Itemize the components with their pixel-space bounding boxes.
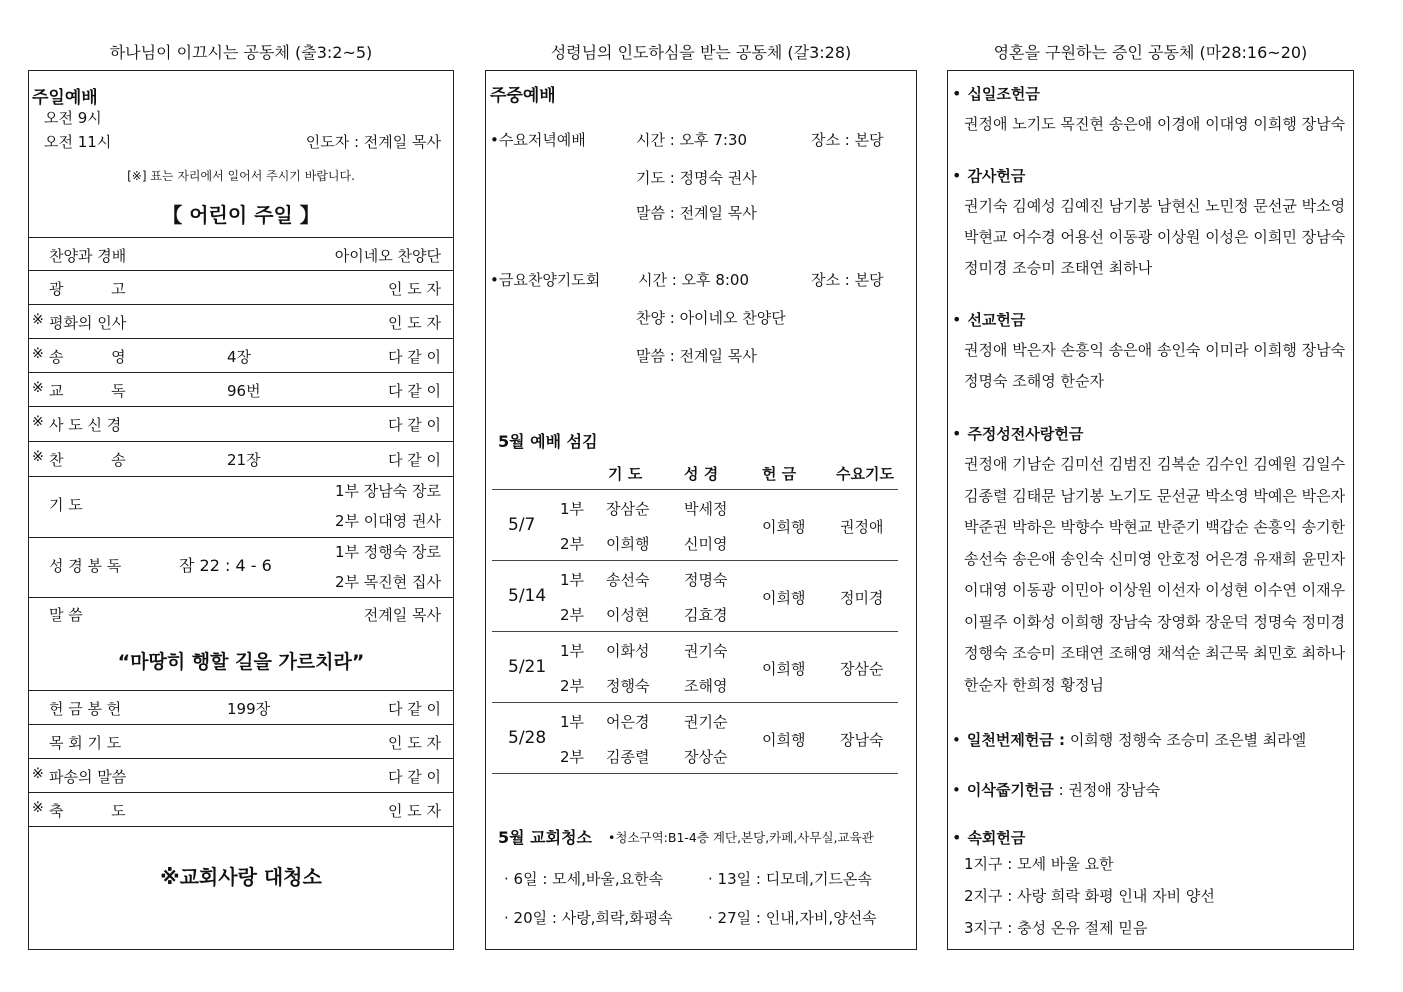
order-item-leader: 다 같 이: [387, 416, 441, 434]
serve-prayer-2: 이성현: [606, 606, 650, 624]
order-item-label: 평화의 인사: [49, 314, 127, 332]
sunday-worship-heading: 주일예배: [32, 88, 98, 108]
fri-service-time: 시간 : 오후 8:00: [638, 271, 750, 289]
thanks-section: • 감사헌금: [952, 166, 1026, 185]
district-1: 1지구 : 모세 바울 요한: [964, 855, 1114, 873]
standing-mark: ※: [32, 346, 44, 362]
fri-word: 말씀 : 전계일 목사: [636, 347, 757, 365]
serve-prayer-2: 김종렬: [606, 748, 650, 766]
clean-week-4: · 27일 : 인내,자비,양선속: [708, 909, 877, 927]
service-time-1: 오전 9시: [44, 109, 102, 127]
gleaning-names: : 권정애 장남숙: [1058, 781, 1161, 799]
love-section: • 주정성전사랑헌금: [952, 424, 1084, 443]
love-names-4: 송선숙 송은애 송인숙 신미영 안호정 어은경 유재희 윤민자: [964, 550, 1346, 568]
mission-names-2: 정명숙 조해영 한순자: [964, 372, 1104, 390]
thanks-names-1: 권기숙 김예성 김예진 남기봉 남현신 노민정 문선균 박소영: [964, 197, 1346, 215]
weekday-worship-heading: 주중예배: [490, 86, 556, 106]
mission-section: • 선교헌금: [952, 310, 1026, 329]
sermon-title: “마땅히 행할 길을 가르치라”: [117, 651, 365, 673]
scripture-reference: 잠 22 : 4 - 6: [179, 556, 272, 575]
fri-service-place: 장소 : 본당: [811, 271, 884, 289]
order-item-label: 광 고: [49, 280, 126, 298]
order-item-detail: 21장: [227, 451, 261, 469]
serve-bible-2: 장상순: [684, 748, 728, 766]
right-column-title: 영혼을 구원하는 증인 공동체 (마28:16~20): [993, 43, 1308, 62]
left-column-title: 하나님이 이끄시는 공동체 (출3:2~5): [109, 43, 373, 62]
thanks-names-2: 박현교 어수경 어용선 이동광 이상원 이성은 이희민 장남숙: [964, 228, 1346, 246]
fri-service-name: •금요찬양기도회: [490, 271, 601, 289]
wed-service-place: 장소 : 본당: [811, 131, 884, 149]
order-item-leader: 인 도 자: [387, 314, 441, 332]
serve-wed-prayer: 정미경: [840, 589, 884, 607]
weekday-worship-panel: [485, 70, 917, 950]
order-item-reading: 성 경 봉 독: [49, 557, 122, 575]
serve-date: 5/7: [508, 515, 536, 535]
district-3: 3지구 : 충성 온유 절제 믿음: [964, 919, 1148, 937]
serve-part-1: 1부: [560, 713, 585, 731]
clean-week-2: · 13일 : 디모데,기드온속: [708, 870, 872, 888]
love-names-6: 이필주 이화성 이희행 장남숙 장영화 장운덕 정명숙 정미경: [964, 613, 1346, 631]
order-item-leader: 다 같 이: [387, 451, 441, 469]
serve-header-offering: 헌 금: [762, 465, 797, 483]
serve-prayer-1: 송선숙: [606, 571, 650, 589]
love-names-8: 한순자 한희정 황정님: [964, 676, 1104, 694]
clean-title: 5월 교회청소: [498, 828, 592, 847]
reader-1: 1부 정행숙 장로: [334, 543, 441, 561]
thousand-names: 이희행 정행숙 조승미 조은별 최라엘: [1069, 731, 1307, 749]
serve-offering: 이희행: [762, 660, 806, 678]
serve-prayer-2: 이희행: [606, 535, 650, 553]
order-item-leader: 인 도 자: [387, 280, 441, 298]
standing-note: [※] 표는 자리에서 일어서 주시기 바랍니다.: [127, 169, 355, 183]
serve-offering: 이희행: [762, 518, 806, 536]
thousand-title: 일천번제헌금 :: [966, 731, 1066, 749]
standing-mark: ※: [32, 766, 44, 782]
wed-word: 말씀 : 전계일 목사: [636, 204, 757, 222]
thousand-section: • 일천번제헌금 : 이희행 정행숙 조승미 조은별 최라엘: [952, 731, 1307, 749]
serve-prayer-2: 정행숙: [606, 677, 650, 695]
love-names-7: 정행숙 조승미 조태연 조해영 채석순 최근묵 최민호 최하나: [964, 644, 1346, 662]
standing-mark: ※: [32, 414, 44, 430]
serve-part-1: 1부: [560, 500, 585, 518]
serve-header-prayer: 기 도: [608, 465, 643, 483]
preacher: 전계일 목사: [363, 606, 441, 624]
thanks-names-3: 정미경 조승미 조태연 최하나: [964, 259, 1153, 277]
gleaning-section: • 이삭줍기헌금 : 권정애 장남숙: [952, 781, 1161, 799]
love-names-2: 김종렬 김태문 남기봉 노기도 문선균 박소영 박예은 박은자: [964, 487, 1346, 505]
order-item-label: 송 영: [49, 348, 126, 366]
wed-service-name: •수요저녁예배: [490, 131, 586, 149]
order-item-sermon: 말 씀: [49, 606, 83, 624]
tithe-names: 권정애 노기도 목진현 송은애 이경애 이대영 이희행 장남숙: [964, 115, 1346, 133]
serve-bible-1: 박세정: [684, 500, 728, 518]
order-item-label: 교 독: [49, 382, 126, 400]
serve-bible-1: 권기숙: [684, 642, 728, 660]
fri-praise: 찬양 : 아이네오 찬양단: [636, 309, 786, 327]
clean-week-3: · 20일 : 사랑,희락,화평속: [504, 909, 673, 927]
order-item-detail: 4장: [227, 348, 252, 366]
order-item-leader: 다 같 이: [387, 768, 441, 786]
clean-week-1: · 6일 : 모세,바울,요한속: [504, 870, 664, 888]
serve-date: 5/28: [508, 728, 547, 748]
standing-mark: ※: [32, 800, 44, 816]
order-item-leader: 다 같 이: [387, 348, 441, 366]
event-title: 【 어린이 주일 】: [162, 203, 320, 227]
tithe-title: 십일조헌금: [967, 85, 1040, 103]
wed-service-time: 시간 : 오후 7:30: [636, 131, 748, 149]
middle-column-title: 성령님의 인도하심을 받는 공동체 (갈3:28): [550, 43, 852, 62]
serve-prayer-1: 이화성: [606, 642, 650, 660]
serve-part-2: 2부: [560, 748, 585, 766]
serve-bible-1: 정명숙: [684, 571, 728, 589]
standing-mark: ※: [32, 380, 44, 396]
prayer-leader-1: 1부 장남숙 장로: [334, 482, 441, 500]
love-names-3: 박준권 박하은 박향수 박현교 반준기 백갑순 손흥익 송기한: [964, 518, 1346, 536]
serve-bible-2: 김효경: [684, 606, 728, 624]
mission-names-1: 권정애 박은자 손흥익 송은애 송인숙 이미라 이희행 장남숙: [964, 341, 1346, 359]
serve-offering: 이희행: [762, 589, 806, 607]
serve-header-bible: 성 경: [684, 465, 719, 483]
order-item-leader: 아이네오 찬양단: [334, 247, 441, 265]
serve-bible-1: 권기순: [684, 713, 728, 731]
order-item-leader: 다 같 이: [387, 382, 441, 400]
district-title: 속회헌금: [967, 829, 1026, 847]
order-item-prayer: 기 도: [49, 496, 83, 514]
serve-bible-2: 신미영: [684, 535, 728, 553]
standing-mark: ※: [32, 449, 44, 465]
standing-mark: ※: [32, 312, 44, 328]
offering-panel: [947, 70, 1354, 950]
order-item-detail: 199장: [227, 700, 271, 718]
order-item-detail: 96번: [227, 382, 261, 400]
cleaning-notice: ※교회사랑 대청소: [160, 865, 322, 889]
serve-wed-prayer: 장삼순: [840, 660, 884, 678]
order-item-leader: 다 같 이: [387, 700, 441, 718]
order-item-label: 사 도 신 경: [49, 416, 122, 434]
serve-date: 5/14: [508, 586, 547, 606]
worship-leader: 인도자 : 전계일 목사: [305, 133, 441, 151]
serve-part-2: 2부: [560, 535, 585, 553]
reader-2: 2부 목진현 집사: [334, 573, 441, 591]
serve-bible-2: 조해영: [684, 677, 728, 695]
serve-wed-prayer: 권정애: [840, 518, 884, 536]
serve-part-2: 2부: [560, 606, 585, 624]
tithe-section: • 십일조헌금: [952, 84, 1040, 103]
serve-header-wed: 수요기도: [836, 465, 894, 483]
order-item-label: 헌 금 봉 헌: [49, 700, 122, 718]
district-section: • 속회헌금: [952, 828, 1026, 847]
serve-part-2: 2부: [560, 677, 585, 695]
love-title: 주정성전사랑헌금: [967, 425, 1084, 443]
love-names-5: 이대영 이동광 이민아 이상원 이선자 이성현 이수연 이재우: [964, 581, 1346, 599]
order-item-leader: 인 도 자: [387, 734, 441, 752]
serve-wed-prayer: 장남숙: [840, 731, 884, 749]
wed-prayer: 기도 : 정명숙 권사: [636, 169, 757, 187]
serve-prayer-1: 어은경: [606, 713, 650, 731]
service-time-2: 오전 11시: [44, 133, 112, 151]
order-item-label: 축 도: [49, 802, 126, 820]
order-item-label: 목 회 기 도: [49, 734, 122, 752]
clean-area: •청소구역:B1-4층 계단,본당,카페,사무실,교육관: [608, 830, 874, 845]
worship-order-panel: [28, 70, 454, 950]
mission-title: 선교헌금: [967, 311, 1026, 329]
serve-offering: 이희행: [762, 731, 806, 749]
order-item-label: 찬양과 경배: [49, 247, 127, 265]
district-2: 2지구 : 사랑 희락 화평 인내 자비 양선: [964, 887, 1215, 905]
prayer-leader-2: 2부 이대영 권사: [334, 512, 441, 530]
order-item-leader: 인 도 자: [387, 802, 441, 820]
thanks-title: 감사헌금: [967, 167, 1026, 185]
serve-prayer-1: 장삼순: [606, 500, 650, 518]
order-item-label: 찬 송: [49, 451, 126, 469]
gleaning-title: 이삭줍기헌금: [966, 781, 1054, 799]
serve-date: 5/21: [508, 657, 547, 677]
order-item-label: 파송의 말씀: [49, 768, 127, 786]
serve-title: 5월 예배 섬김: [498, 432, 598, 451]
serve-part-1: 1부: [560, 642, 585, 660]
serve-part-1: 1부: [560, 571, 585, 589]
love-names-1: 권정애 기남순 김미선 김범진 김복순 김수인 김예원 김일수: [964, 455, 1346, 473]
